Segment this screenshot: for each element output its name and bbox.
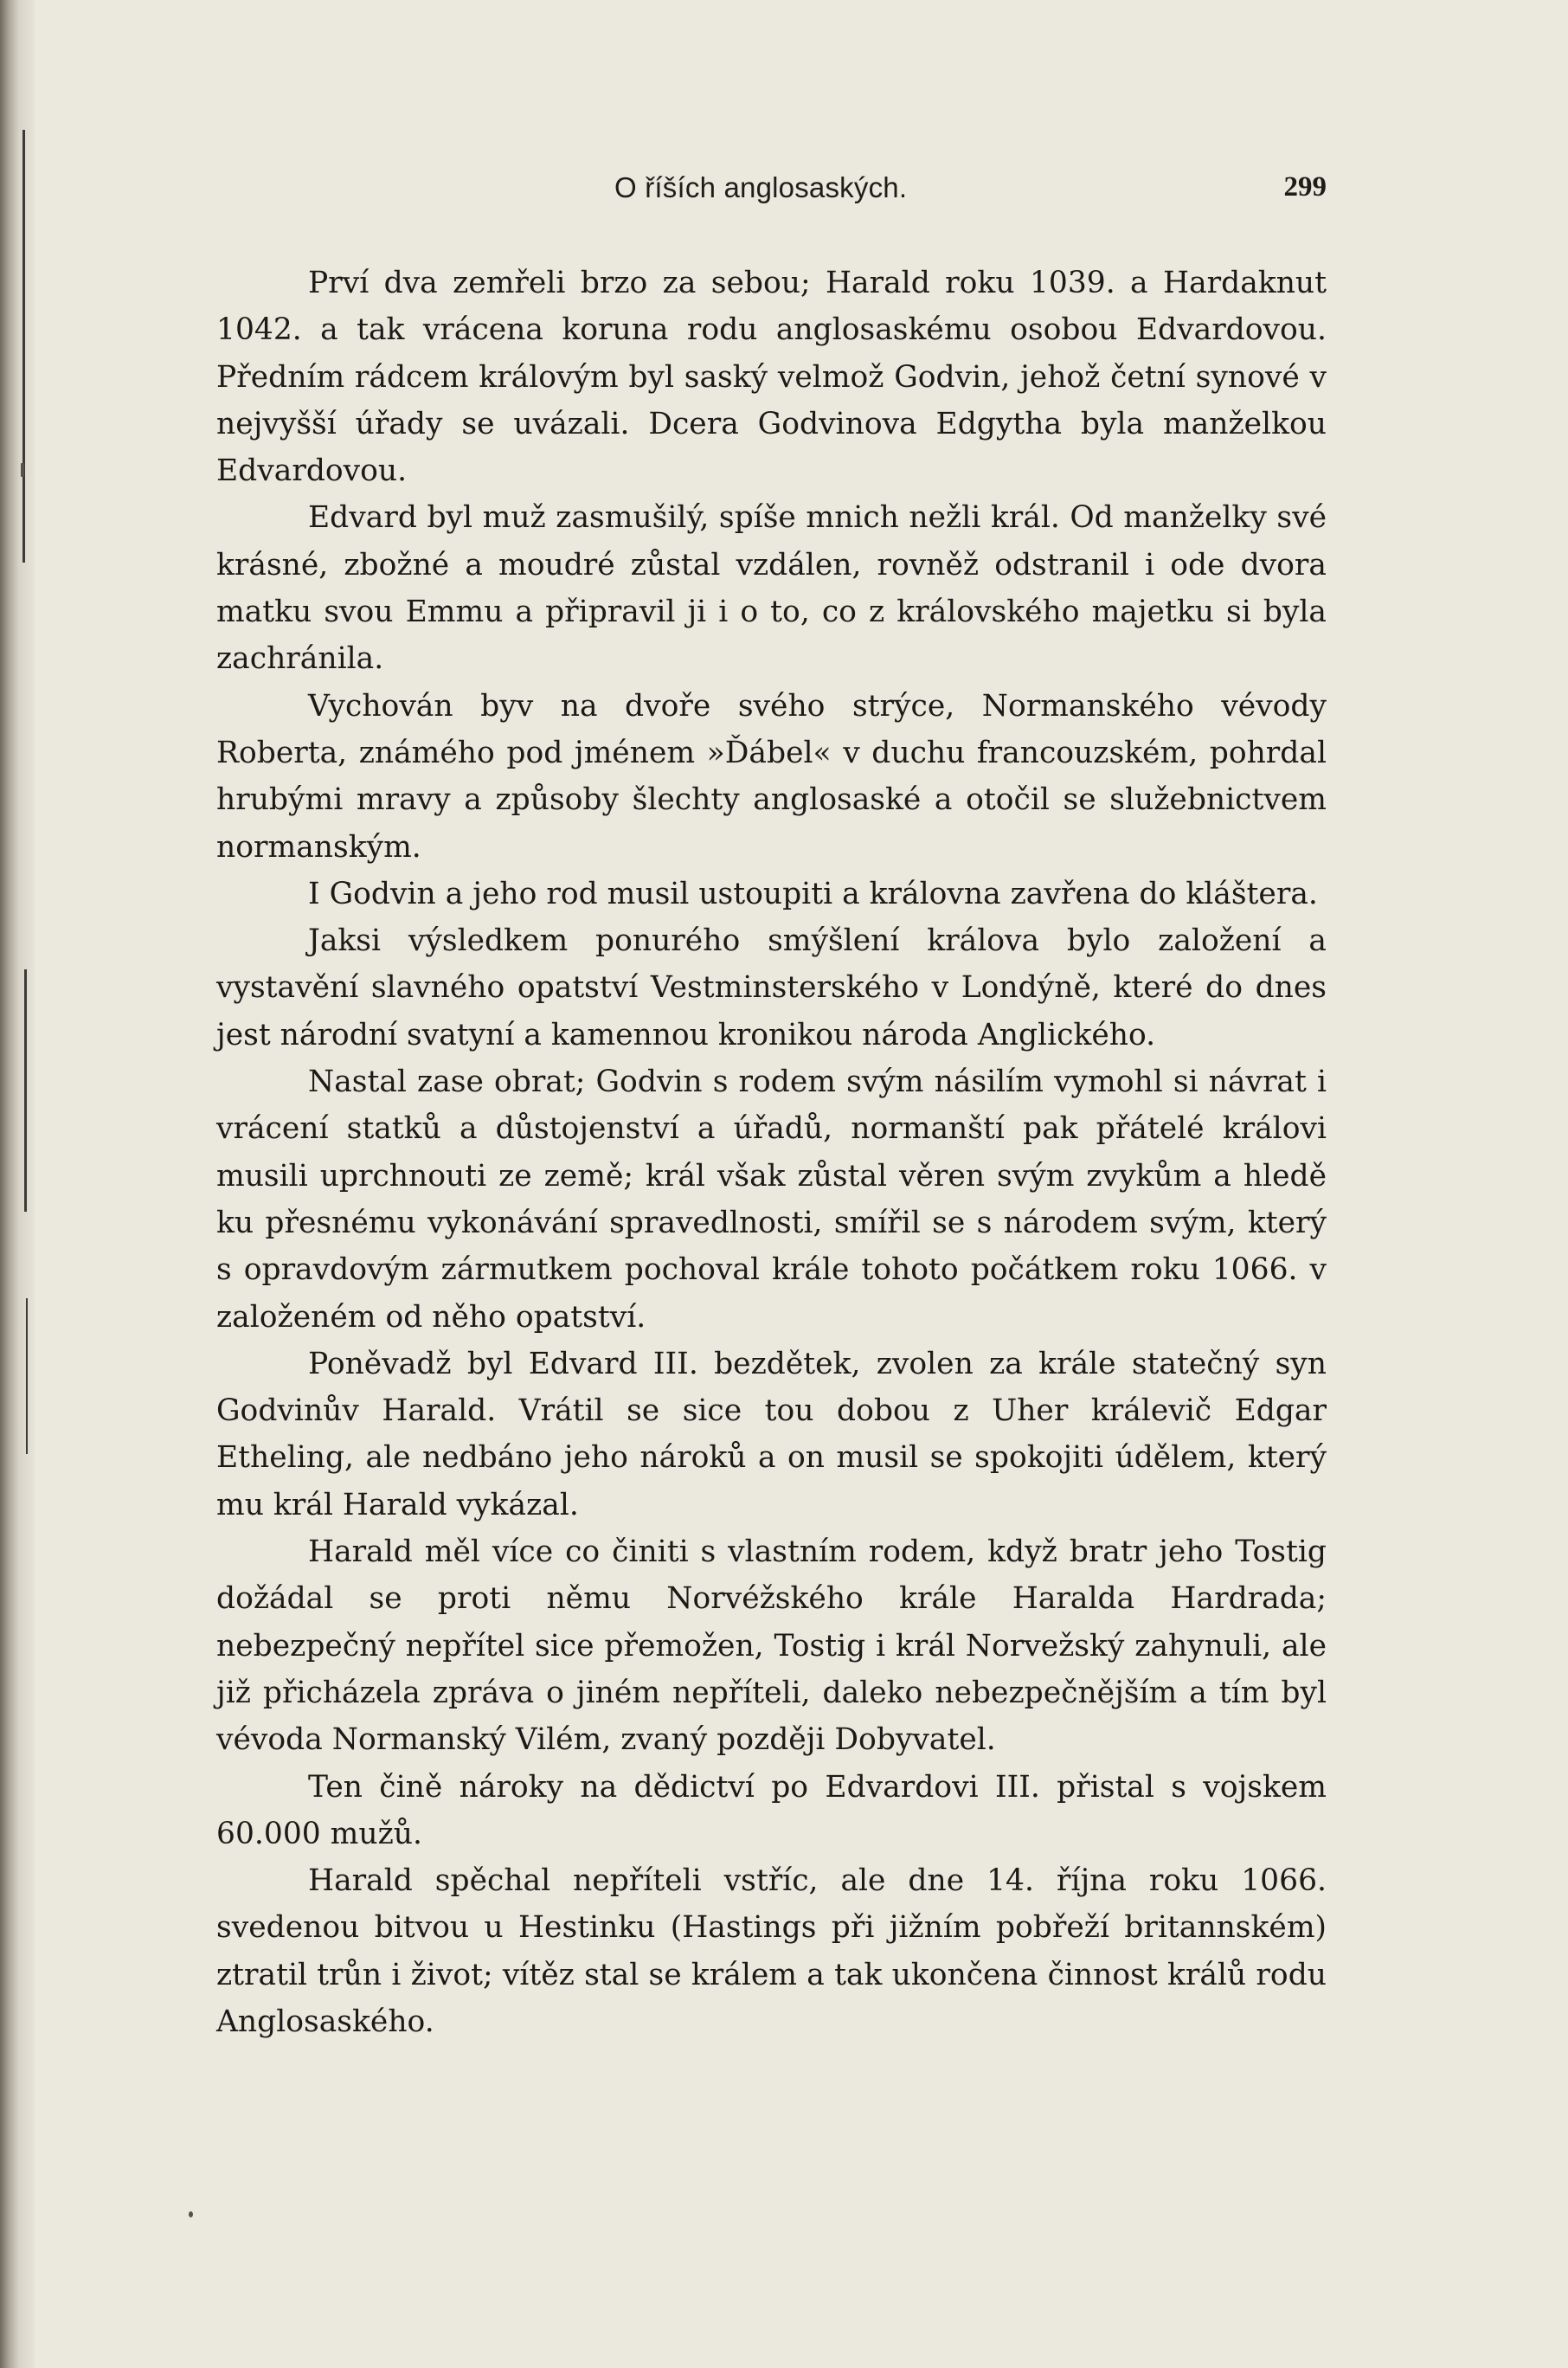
paragraph: I Godvin a jeho rod musil ustoupiti a královna zavřena do kláštera. [308,876,1318,911]
paragraph: Poněvadž byl Edvard III. bezdětek, zvolen za krále statečný syn Godvinův Harald. Vrátil se sice tou dobou z Uher králevič Edgar Etheling, ale nedbáno jeho nároků a on musil se spokojiti údělem, který mu král Harald vykázal. [216,1346,1327,1522]
binding-speck [21,463,24,477]
binding-edge [0,0,35,2368]
paragraph: Ten čině nároky na dědictví po Edvardovi III. přistal s vojskem 60.000 mužů. [216,1769,1327,1851]
paragraph: Nastal zase obrat; Godvin s rodem svým násilím vymohl si návrat i vrácení statků a důstojenství a úřadů, normanští pak přátelé královi musili uprchnouti ze země; král však zůstal věren svým zvykům a hledě ku přesnému vykonávání spravedlnosti, smířil se s národem svým, který s opravdovým zármutkem pochoval krále tohoto počátkem roku 1066. v založeném od něho opatství. [216,1065,1327,1335]
binding-mark [24,969,27,1212]
running-title: O říších anglosaských. [614,171,908,203]
body-text [216,260,1327,2045]
paragraph: Harald spěchal nepříteli vstříc, ale dne 14. října roku 1066. svedenou bitvou u Hestinku (Hastings při jižním pobřeží britannském) ztratil trůn i život; vítěz stal se králem a tak ukončena činnost králů rodu Anglosaského. [216,1863,1327,2039]
paragraph: Edvard byl muž zasmušilý, spíše mnich nežli král. Od manželky své krásné, zbožné a moudré zůstal vzdálen, rovněž odstranil i ode dvora matku svou Emmu a připravil ji i o to, co z královského majetku si byla zachránila. [216,500,1327,677]
page-number: 299 [1283,171,1327,203]
paragraph: Jaksi výsledkem ponurého smýšlení králova bylo založení a vystavění slavného opatství Vestminsterského v Londýně, které do dnes jest národní svatyní a kamennou kronikou národa Anglického. [216,923,1327,1052]
paragraph: Vychován byv na dvoře svého strýce, Normanského vévody Roberta, známého pod jménem »Ďábel« v duchu francouzském, pohrdal hrubými mravy a způsoby šlechty anglosaské a otočil se služebnictvem normanským. [216,688,1327,865]
ink-speck [189,2211,193,2217]
binding-mark [26,1298,28,1454]
page-header [216,171,1327,209]
paragraph: Prví dva zemřeli brzo za sebou; Harald roku 1039. a Hardaknut 1042. a tak vrácena koruna rodu anglosaskému osobou Edvardovou. Předním rádcem královým byl saský velmož Godvin, jehož četní synové v nejvyšší úřady se uvázali. Dcera Godvinova Edgytha byla manželkou Edvardovou. [216,266,1327,489]
paragraph: Harald měl více co činiti s vlastním rodem, když bratr jeho Tostig dožádal se proti němu Norvéžského krále Haralda Hardrada; nebezpečný nepřítel sice přemožen, Tostig i král Norvežský zahynuli, ale již přicházela zpráva o jiném nepříteli, daleko nebezpečnějším a tím byl vévoda Normanský Vilém, zvaný později Dobyvatel. [216,1535,1327,1758]
binding-mark [22,130,25,563]
